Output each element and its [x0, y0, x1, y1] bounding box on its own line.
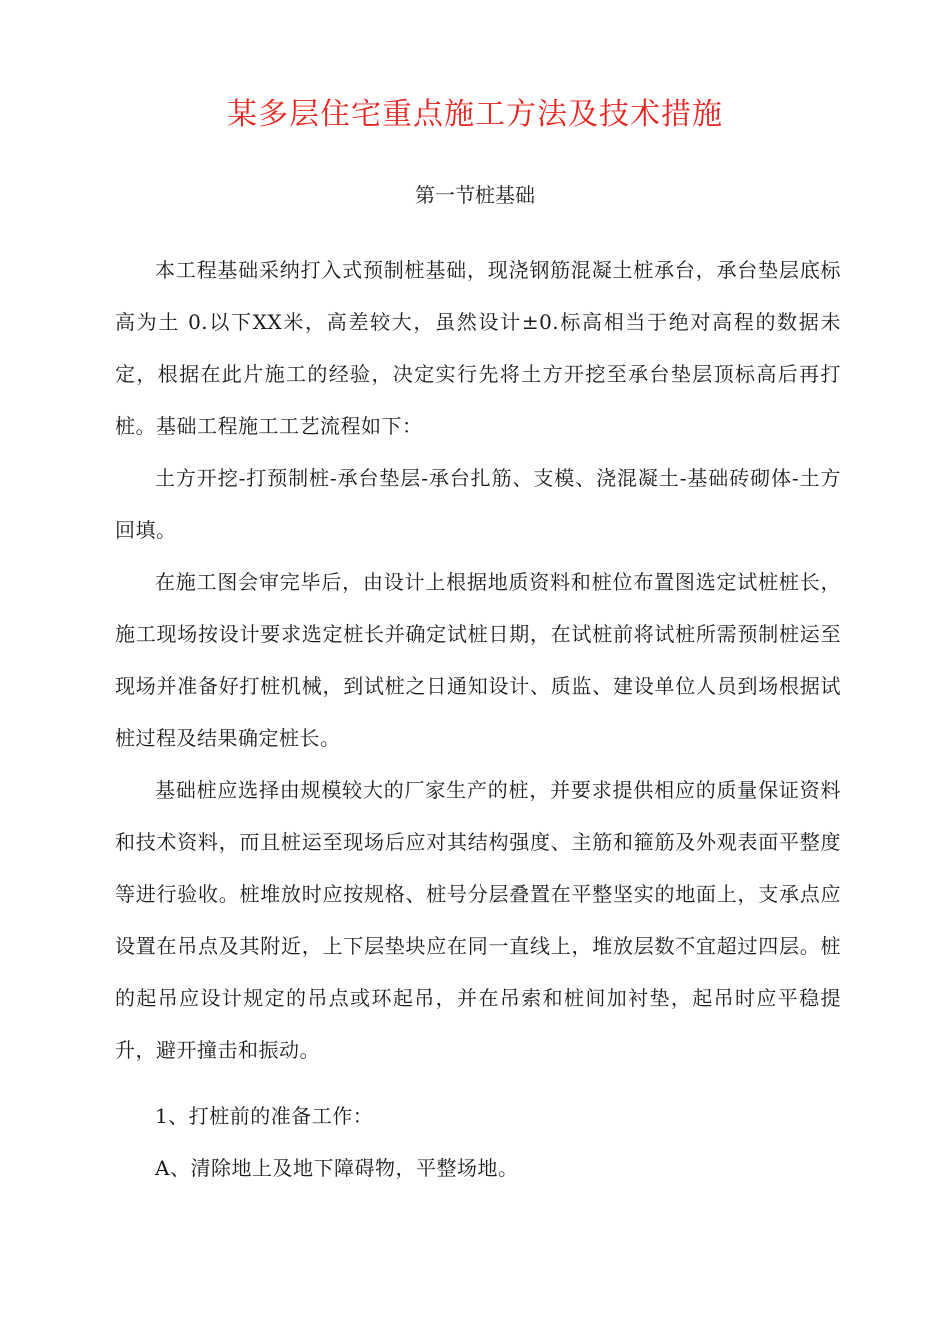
paragraph-foundation-overview: 本工程基础采纳打入式预制桩基础，现浇钢筋混凝土桩承台，承台垫层底标高为土 0.以下XX米，高差较大，虽然设计±0.标高相当于绝对高程的数据未定，根据在此片施工的经验，决定实行先将土方开挖至承台垫层顶标高后再打桩。基础工程施工工艺流程如下：: [115, 258, 841, 438]
paragraph-preparation-item-a: A、清除地上及地下障碍物，平整场地。: [155, 1156, 519, 1180]
paragraph-test-pile: 在施工图会审完毕后，由设计上根据地质资料和桩位布置图选定试桩桩长，施工现场按设计要求选定桩长并确定试桩日期，在试桩前将试桩所需预制桩运至现场并准备好打桩机械，到试桩之日通知设计、质监、建设单位人员到场根据试桩过程及结果确定桩长。: [115, 570, 841, 750]
document-body: [115, 244, 841, 1194]
paragraph-preparation-heading: 1、打桩前的准备工作：: [155, 1104, 374, 1128]
document-title: 某多层住宅重点施工方法及技术措施: [227, 97, 723, 132]
paragraph-process-flow: 土方开挖-打预制桩-承台垫层-承台扎筋、支模、浇混凝土-基础砖砌体-土方回填。: [115, 466, 841, 542]
paragraph-pile-selection: 基础桩应选择由规模较大的厂家生产的桩，并要求提供相应的质量保证资料和技术资料，而且桩运至现场后应对其结构强度、主筋和箍筋及外观表面平整度等进行验收。桩堆放时应按规格、桩号分层叠置在平整坚实的地面上，支承点应设置在吊点及其附近，上下层垫块应在同一直线上，堆放层数不宜超过四层。桩的起吊应设计规定的吊点或环起吊，并在吊索和桩间加衬垫，起吊时应平稳提升，避开撞击和振动。: [115, 778, 841, 1062]
section-title: 第一节桩基础: [415, 183, 535, 207]
